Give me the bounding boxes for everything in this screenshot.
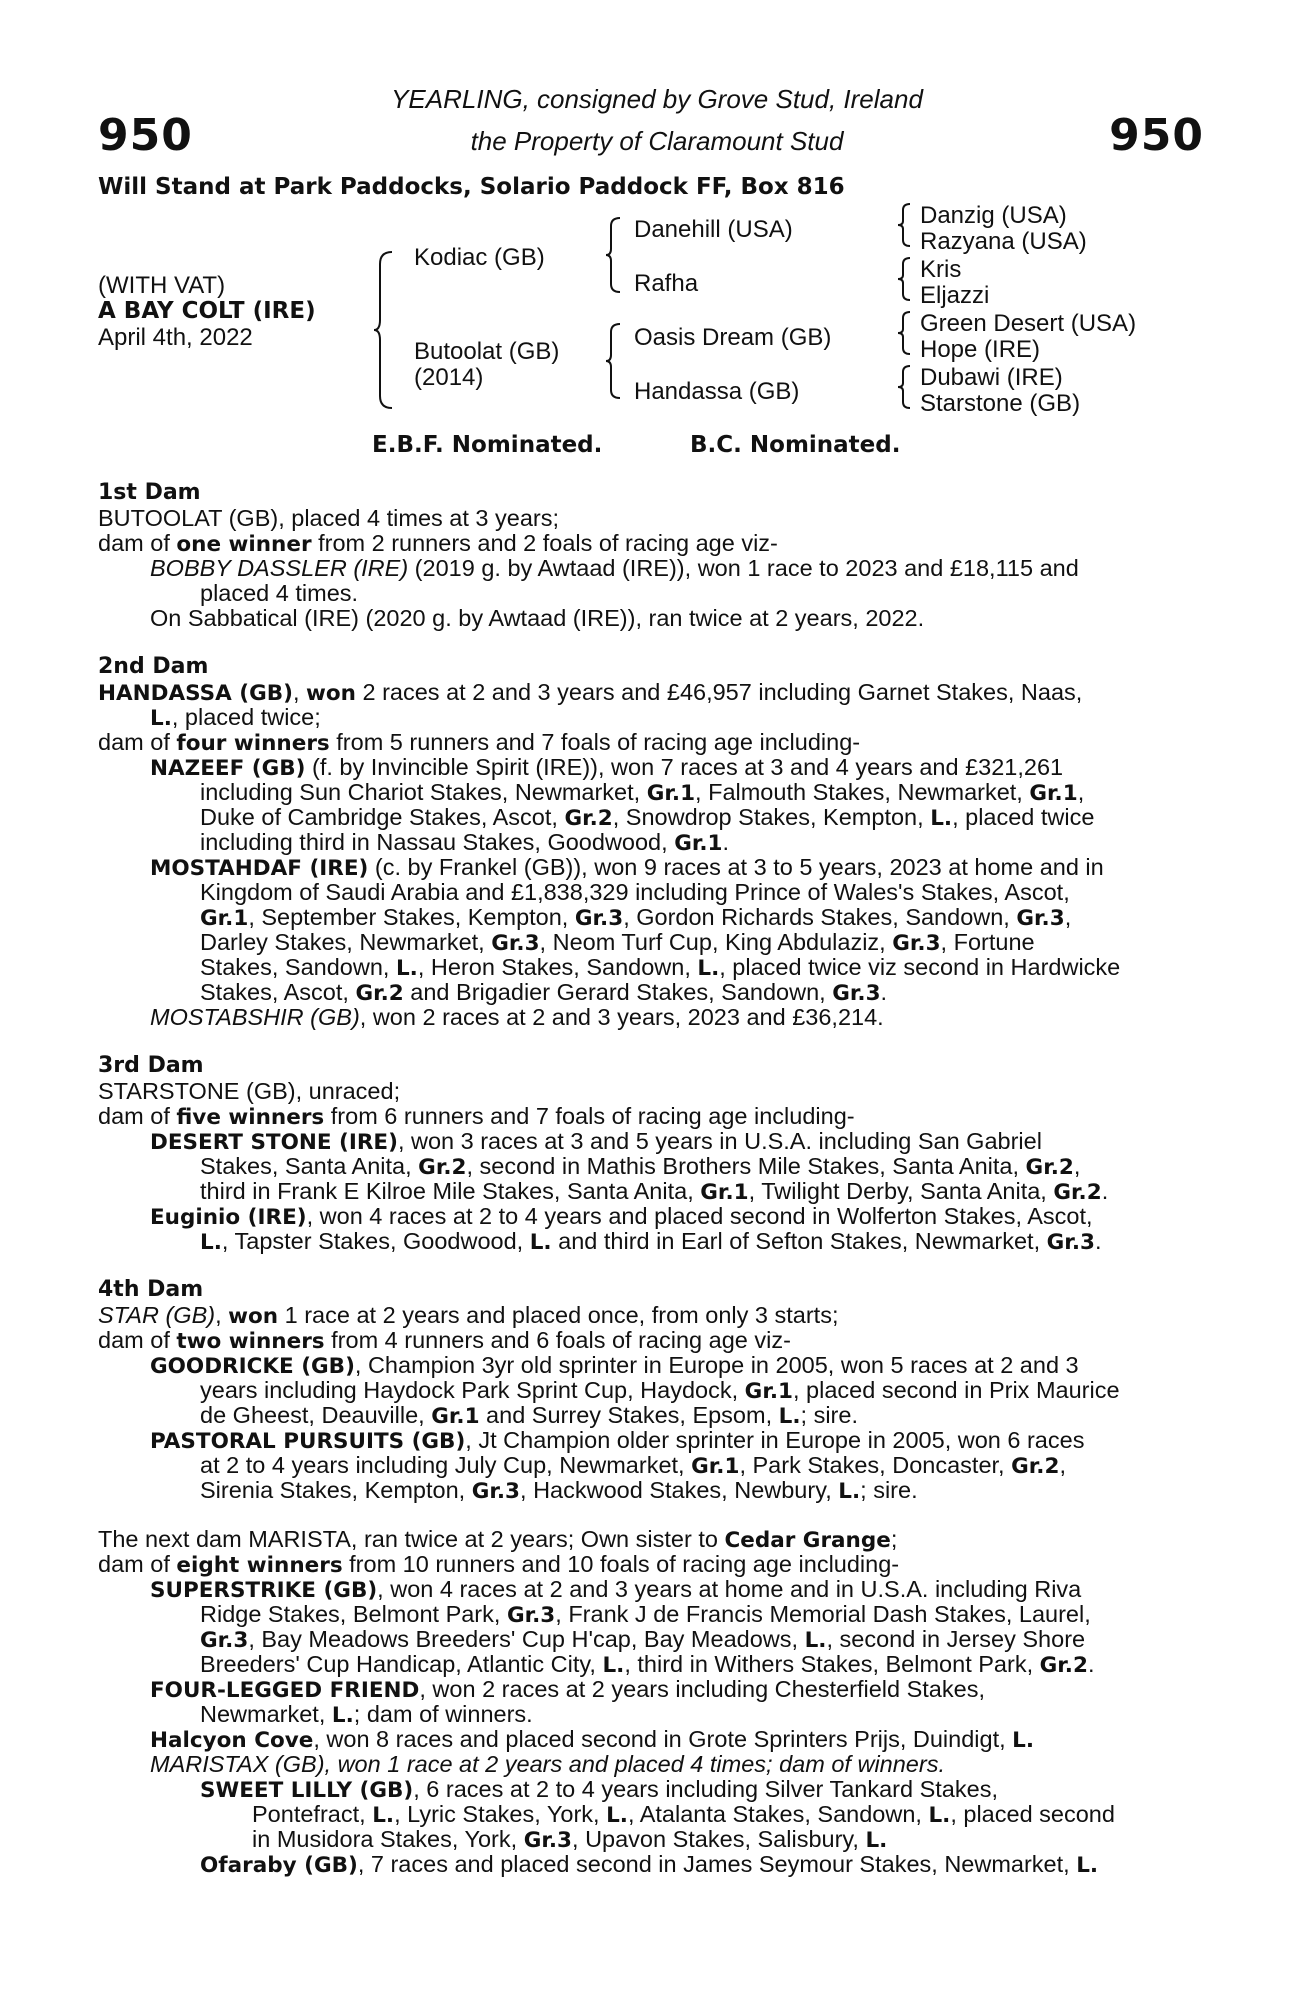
text-line: Duke of Cambridge Stakes, Ascot, Gr.2, Snowdrop Stakes, Kempton, L., placed twice — [200, 804, 1095, 831]
text-line: STAR (GB), won 1 race at 2 years and placed once, from only 3 starts; — [98, 1302, 839, 1329]
text-line: The next dam MARISTA, ran twice at 2 years; Own sister to Cedar Grange; — [98, 1526, 898, 1553]
text-line: Ridge Stakes, Belmont Park, Gr.3, Frank J de Francis Memorial Dash Stakes, Laurel, — [200, 1601, 1091, 1628]
gen3-brace-1 — [896, 202, 912, 248]
vat-note: (WITH VAT) — [98, 272, 226, 299]
text-line: BUTOOLAT (GB), placed 4 times at 3 years; — [98, 505, 560, 531]
sire-parents-brace — [604, 216, 622, 294]
text-line: Newmarket, L.; dam of winners. — [200, 1701, 533, 1728]
text-line: Darley Stakes, Newmarket, Gr.3, Neom Turf Cup, King Abdulaziz, Gr.3, Fortune — [200, 929, 1035, 956]
progeny-entry: SWEET LILLY (GB), 6 races at 2 to 4 years including Silver Tankard Stakes, — [200, 1776, 998, 1803]
text-line: dam of four winners from 5 runners and 7 foals of racing age including- — [98, 729, 861, 756]
text-line: Pontefract, L., Lyric Stakes, York, L., Atalanta Stakes, Sandown, L., placed second — [252, 1801, 1115, 1828]
progeny-entry: Euginio (IRE), won 4 races at 2 to 4 years and placed second in Wolferton Stakes, Ascot, — [150, 1203, 1093, 1230]
gen3-ancestor: Green Desert (USA) — [920, 310, 1137, 337]
text-line: Stakes, Ascot, Gr.2 and Brigadier Gerard Stakes, Sandown, Gr.3. — [200, 979, 888, 1006]
section-heading: 4th Dam — [98, 1277, 204, 1302]
text-line: de Gheest, Deauville, Gr.1 and Surrey Stakes, Epsom, L.; sire. — [200, 1402, 858, 1429]
grandsire-1: Danehill (USA) — [634, 216, 793, 243]
gen3-ancestor: Hope (IRE) — [920, 336, 1041, 363]
text-line: Breeders' Cup Handicap, Atlantic City, L., third in Withers Stakes, Belmont Park, Gr.2. — [200, 1651, 1095, 1678]
grandsire-2: Oasis Dream (GB) — [634, 324, 832, 351]
text-line: Kingdom of Saudi Arabia and £1,838,329 including Prince of Wales's Stakes, Ascot, — [200, 879, 1070, 905]
progeny-entry: MOSTAHDAF (IRE) (c. by Frankel (GB)), won 9 races at 3 to 5 years, 2023 at home and in — [150, 854, 1104, 881]
gen3-ancestor: Eljazzi — [920, 282, 990, 309]
consignor-line: YEARLING, consigned by Grove Stud, Ireland — [391, 84, 923, 114]
progeny-entry: BOBBY DASSLER (IRE) (2019 g. by Awtaad (IRE)), won 1 race to 2023 and £18,115 and — [150, 555, 1079, 581]
sire-name: Kodiac (GB) — [414, 244, 545, 271]
progeny-entry: Ofaraby (GB), 7 races and placed second in James Seymour Stakes, Newmarket, L. — [200, 1851, 1099, 1878]
section-heading: 2nd Dam — [98, 654, 209, 679]
text-line: placed 4 times. — [200, 580, 359, 606]
stand-location: Will Stand at Park Paddocks, Solario Paddock FF, Box 816 — [98, 174, 845, 200]
text-line: third in Frank E Kilroe Mile Stakes, Santa Anita, Gr.1, Twilight Derby, Santa Anita, Gr.2. — [200, 1178, 1109, 1205]
bc-nomination: B.C. Nominated. — [690, 432, 901, 458]
dam-parents-brace — [604, 322, 622, 400]
section-heading: 1st Dam — [98, 480, 201, 505]
gen3-brace-3 — [896, 310, 912, 356]
lot-number-right: 950 — [1109, 110, 1204, 161]
text-line: Gr.3, Bay Meadows Breeders' Cup H'cap, Bay Meadows, L., second in Jersey Shore — [200, 1626, 1086, 1653]
gen3-ancestor: Dubawi (IRE) — [920, 364, 1063, 391]
text-line: Sirenia Stakes, Kempton, Gr.3, Hackwood Stakes, Newbury, L.; sire. — [200, 1477, 918, 1504]
gen3-brace-4 — [896, 364, 912, 410]
dam-name: Butoolat (GB) — [414, 338, 560, 365]
text-line: dam of five winners from 6 runners and 7 foals of racing age including- — [98, 1103, 855, 1130]
progeny-entry: On Sabbatical (IRE) (2020 g. by Awtaad (IRE)), ran twice at 2 years, 2022. — [150, 605, 925, 631]
granddam-2: Handassa (GB) — [634, 378, 800, 405]
text-line: HANDASSA (GB), won 2 races at 2 and 3 years and £46,957 including Garnet Stakes, Naas, — [98, 679, 1083, 706]
progeny-entry: DESERT STONE (IRE), won 3 races at 3 and 5 years in U.S.A. including San Gabriel — [150, 1128, 1042, 1155]
gen3-ancestor: Kris — [920, 256, 962, 283]
text-line: including third in Nassau Stakes, Goodwood, Gr.1. — [200, 829, 730, 856]
progeny-entry: Halcyon Cove, won 8 races and placed second in Grote Sprinters Prijs, Duindigt, L. — [150, 1726, 1035, 1753]
progeny-entry: FOUR-LEGGED FRIEND, won 2 races at 2 years including Chesterfield Stakes, — [150, 1676, 985, 1703]
granddam-1: Rafha — [634, 270, 699, 297]
progeny-entry: PASTORAL PURSUITS (GB), Jt Champion older sprinter in Europe in 2005, won 6 races — [150, 1427, 1085, 1454]
progeny-entry: SUPERSTRIKE (GB), won 4 races at 2 and 3 years at home and in U.S.A. including Riva — [150, 1576, 1082, 1603]
lot-number-left: 950 — [98, 110, 193, 161]
text-line: at 2 to 4 years including July Cup, Newmarket, Gr.1, Park Stakes, Doncaster, Gr.2, — [200, 1452, 1066, 1479]
progeny-entry: MOSTABSHIR (GB), won 2 races at 2 and 3 years, 2023 and £36,214. — [150, 1004, 884, 1030]
text-line: in Musidora Stakes, York, Gr.3, Upavon Stakes, Salisbury, L. — [252, 1826, 888, 1853]
progeny-entry: MARISTAX (GB), won 1 race at 2 years and placed 4 times; dam of winners. — [150, 1751, 945, 1777]
progeny-entry: GOODRICKE (GB), Champion 3yr old sprinter in Europe in 2005, won 5 races at 2 and 3 — [150, 1352, 1079, 1379]
gen3-ancestor: Starstone (GB) — [920, 390, 1081, 417]
text-line: STARSTONE (GB), unraced; — [98, 1078, 401, 1104]
text-line: dam of eight winners from 10 runners and 10 foals of racing age including- — [98, 1551, 900, 1578]
gen3-ancestor: Danzig (USA) — [920, 202, 1067, 229]
text-line: including Sun Chariot Stakes, Newmarket, Gr.1, Falmouth Stakes, Newmarket, Gr.1, — [200, 779, 1085, 806]
dam-year: (2014) — [414, 364, 484, 391]
gen3-brace-2 — [896, 256, 912, 302]
text-line: L., Tapster Stakes, Goodwood, L. and third in Earl of Sefton Stakes, Newmarket, Gr.3. — [200, 1228, 1102, 1255]
gen3-ancestor: Razyana (USA) — [920, 228, 1087, 255]
horse-name: A BAY COLT (IRE) — [98, 298, 316, 324]
text-line: dam of two winners from 4 runners and 6 foals of racing age viz- — [98, 1327, 791, 1354]
text-line: Stakes, Santa Anita, Gr.2, second in Mathis Brothers Mile Stakes, Santa Anita, Gr.2, — [200, 1153, 1081, 1180]
text-line: Stakes, Sandown, L., Heron Stakes, Sandown, L., placed twice viz second in Hardwicke — [200, 954, 1121, 981]
foaling-date: April 4th, 2022 — [98, 324, 253, 351]
section-heading: 3rd Dam — [98, 1053, 204, 1078]
sire-dam-brace — [372, 250, 394, 410]
ebf-nomination: E.B.F. Nominated. — [372, 432, 603, 458]
progeny-entry: NAZEEF (GB) (f. by Invincible Spirit (IRE)), won 7 races at 3 and 4 years and £321,261 — [150, 754, 1064, 781]
property-line: the Property of Claramount Stud — [470, 126, 844, 156]
text-line: Gr.1, September Stakes, Kempton, Gr.3, Gordon Richards Stakes, Sandown, Gr.3, — [200, 904, 1072, 931]
text-line: dam of one winner from 2 runners and 2 foals of racing age viz- — [98, 530, 778, 557]
text-line: L., placed twice; — [150, 704, 321, 731]
text-line: years including Haydock Park Sprint Cup, Haydock, Gr.1, placed second in Prix Maurice — [200, 1377, 1120, 1404]
